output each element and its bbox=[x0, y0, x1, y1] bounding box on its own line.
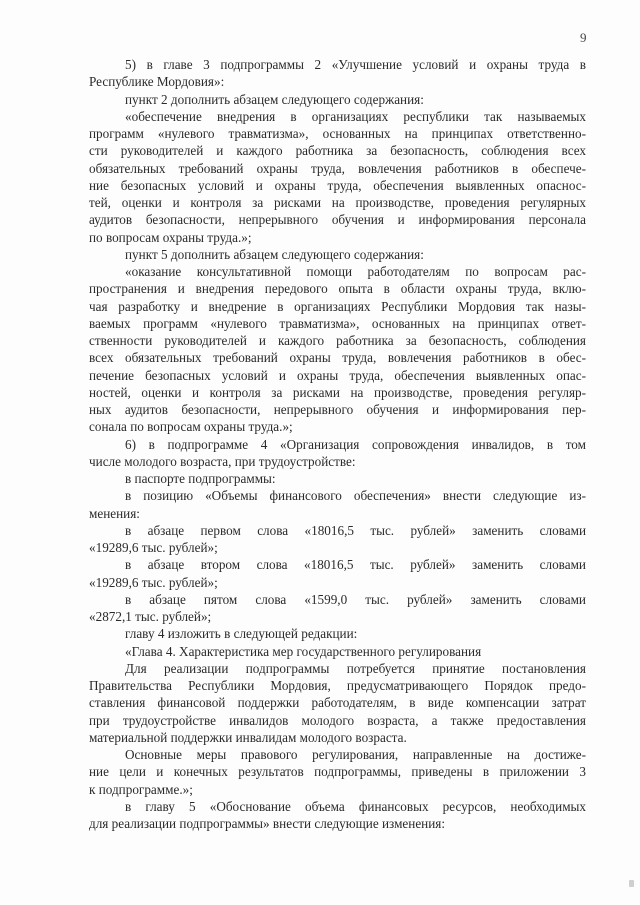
text-line: печение безопасных условий и охраны труда, обеспечения выявленных опас- bbox=[89, 367, 586, 383]
text-line: Правительства Республики Мордовия, предусматривающего Порядок предо- bbox=[89, 678, 586, 693]
text-line: сти руководителей и каждого работника за безопасность, соблюдения всех bbox=[89, 143, 586, 159]
text-line: ваемых программ «нулевого травматизма», основанных на принципах ответ- bbox=[89, 315, 586, 331]
text-line: в паспорте подпрограммы: bbox=[125, 471, 276, 486]
text-line: материальной поддержки инвалидам молодого возраста. bbox=[89, 729, 407, 745]
text-line: Для реализации подпрограммы потребуется принятие постановления bbox=[125, 660, 586, 676]
text-line: в главу 5 «Обоснование объема финансовых ресурсов, необходимых bbox=[125, 798, 586, 814]
text-line: «оказание консультативной помощи работодателям по вопросам рас- bbox=[125, 264, 586, 279]
scan-edge-mark bbox=[629, 880, 634, 887]
text-line: «Глава 4. Характеристика мер государственного регулирования bbox=[125, 643, 482, 659]
text-line: в абзаце пятом слова «1599,0 тыс. рублей» заменить словами bbox=[125, 591, 586, 607]
text-line: пункт 5 дополнить абзацем следующего содержания: bbox=[125, 246, 424, 262]
text-line: обязательных требований охраны труда, вовлечения работников в обеспече- bbox=[89, 160, 586, 176]
text-line: ставления финансовой поддержки работодателям, в виде компенсации затрат bbox=[89, 695, 586, 711]
text-line: пункт 2 дополнить абзацем следующего содержания: bbox=[125, 91, 424, 107]
text-line: чая разработку и внедрение в организациях Республики Мордовия так назы- bbox=[89, 298, 586, 314]
text-line: менения: bbox=[89, 505, 140, 521]
text-line: «19289,6 тыс. рублей»; bbox=[89, 540, 218, 555]
text-line: при трудоустройстве инвалидов молодого возраста, а также предоставления bbox=[89, 712, 586, 728]
text-line: всех обязательных требований охраны труда, вовлечения работников в обес- bbox=[89, 350, 586, 366]
text-line: к подпрограмме.»; bbox=[89, 781, 193, 797]
text-line: тей, оценки и контроля за рисками на производстве, проведения регулярных bbox=[89, 195, 586, 210]
text-line: Республике Мордовия»: bbox=[89, 74, 225, 90]
text-line: ных аудитов безопасности, непрерывного обучения и информирования пер- bbox=[89, 402, 586, 417]
text-line: ние безопасных условий и охраны труда, обеспечения выявленных опаснос- bbox=[89, 177, 586, 193]
text-line: «обеспечение внедрения в организациях республики так называемых bbox=[125, 108, 586, 124]
text-line: ственности руководителей и каждого работника за безопасность, соблюдения bbox=[89, 333, 586, 348]
text-line: по вопросам охраны труда.»; bbox=[89, 229, 252, 245]
text-line: в позицию «Объемы финансового обеспечения» внести следующие из- bbox=[125, 488, 586, 504]
text-line: пространения и внедрения передового опыта в области охраны труда, вклю- bbox=[89, 281, 586, 297]
text-line: аудитов безопасности, непрерывного обучения и информирования персонала bbox=[89, 212, 586, 228]
text-line: в абзаце первом слова «18016,5 тыс. рублей» заменить словами bbox=[125, 522, 586, 538]
text-line: сонала по вопросам охраны труда.»; bbox=[89, 419, 293, 435]
text-line: в абзаце втором слова «18016,5 тыс. рублей» заменить словами bbox=[125, 557, 586, 573]
text-line: 5) в главе 3 подпрограммы 2 «Улучшение условий и охраны труда в bbox=[125, 57, 586, 72]
text-line: ностей, оценки и контроля за рисками на производстве, проведения регуляр- bbox=[89, 384, 586, 400]
text-line: числе молодого возраста, при трудоустройстве: bbox=[89, 453, 356, 469]
text-line: 6) в подпрограмме 4 «Организация сопровождения инвалидов, в том bbox=[125, 436, 586, 452]
text-line: «19289,6 тыс. рублей»; bbox=[89, 574, 218, 590]
text-line: ние цели и конечных результатов подпрограммы, приведены в приложении 3 bbox=[89, 764, 586, 780]
text-line: для реализации подпрограммы» внести следующие изменения: bbox=[89, 816, 446, 831]
text-line: главу 4 изложить в следующей редакции: bbox=[125, 626, 358, 642]
text-line: Основные меры правового регулирования, направленные на достиже- bbox=[125, 747, 586, 762]
document-body bbox=[89, 56, 586, 832]
text-line: программ «нулевого травматизма», основанных на принципах ответственно- bbox=[89, 126, 586, 141]
text-line: «2872,1 тыс. рублей»; bbox=[89, 609, 212, 624]
page-number: 9 bbox=[580, 30, 587, 45]
